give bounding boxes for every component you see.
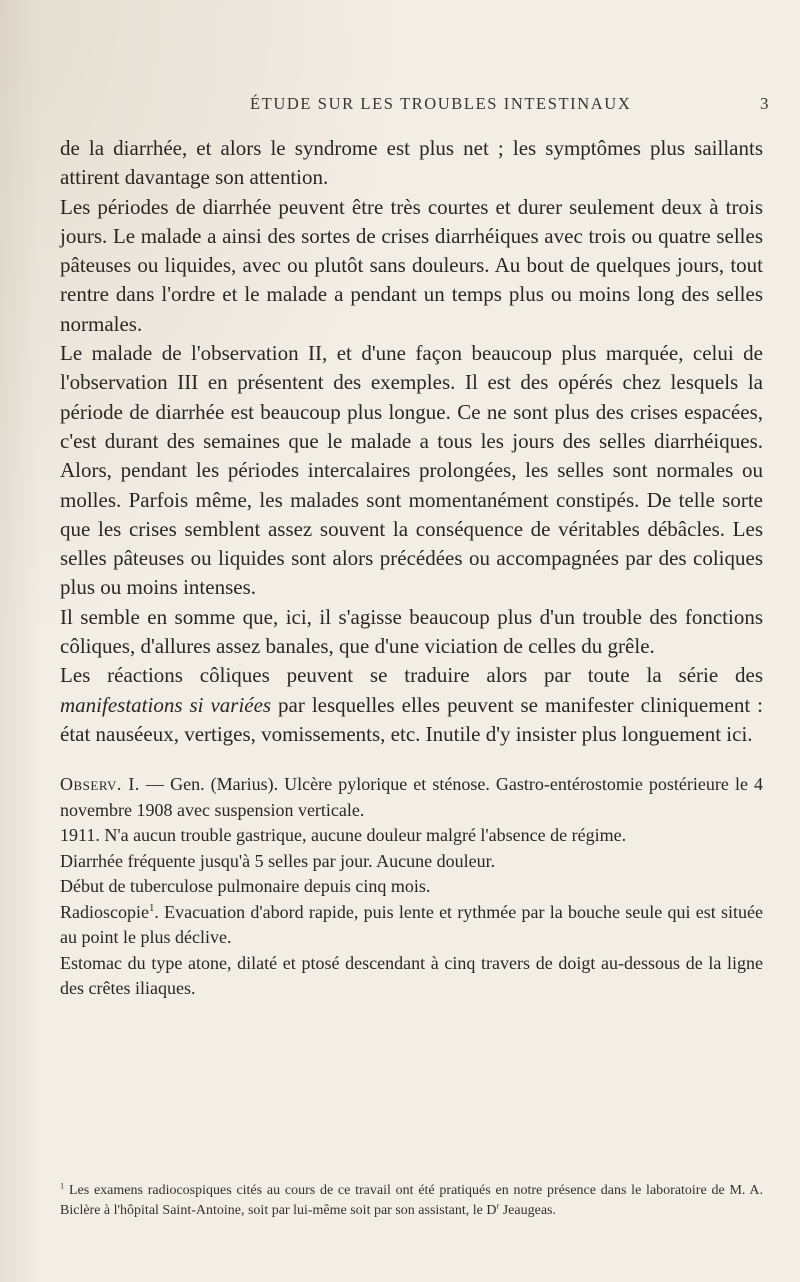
- paragraph-3: Le malade de l'observation II, et d'une façon beaucoup plus marquée, celui de l'observation III en présentent des exemples. Il est des opérés chez lesquels la période de diarrhée est beaucoup plus longue. Ce ne sont plus des crises espacées, c'est durant des semaines que le malade a tous les jours des selles diarrhéiques. Alors, pendant les périodes intercalaires prolongées, les selles sont normales ou molles. Parfois même, les malades sont momentanément constipés. De telle sorte que les crises semblent assez souvent la conséquence de véritables débâcles. Les selles pâteuses ou liquides sont alors précédées ou accompagnées par des coliques plus ou moins intenses.: [60, 341, 763, 600]
- footnote-reference: 1: [148, 901, 155, 914]
- observation-line-1: [60, 772, 763, 823]
- footnote-marker: 1: [60, 1181, 65, 1191]
- paragraph-5-italic: manifestations si variées: [60, 692, 272, 717]
- observation-line-3: Diarrhée fréquente jusqu'à 5 selles par jour. Aucune douleur.: [60, 850, 496, 871]
- main-text: [60, 134, 763, 749]
- footnote-doctor-sup: r: [496, 1201, 500, 1211]
- footnote-body: Les examens radiocospiques cités au cours de ce travail ont été pratiqués en notre présence dans le laboratoire de M. A. Biclère à l'hôpital Saint-Antoine, soit par lui-même soit par son assistant, le D: [60, 1183, 763, 1218]
- footnote-end: Jeaugeas.: [499, 1203, 556, 1218]
- observation-block: [60, 772, 763, 1002]
- running-title: ÉTUDE SUR LES TROUBLES INTESTINAUX: [250, 94, 632, 113]
- radioscopie-text: . Evacuation d'abord rapide, puis lente et rythmée par la bouche seule qui est située au point le plus déclive.: [60, 901, 763, 947]
- paragraph-2: Les périodes de diarrhée peuvent être très courtes et durer seulement deux à trois jours. Le malade a ainsi des sortes de crises diarrhéiques avec trois ou quatre selles pâteuses ou liquides, avec ou plutôt sans douleurs. Au bout de quelques jours, tout rentre dans l'ordre et le malade a pendant un temps plus ou moins long des selles normales.: [60, 194, 763, 336]
- page-number: 3: [760, 94, 769, 113]
- paragraph-5: [60, 661, 763, 749]
- radioscopie-word: Radioscopie: [60, 901, 149, 922]
- paragraph-5-start: Les réactions côliques peuvent se traduire alors par toute la série des: [60, 663, 763, 688]
- observation-line-2: 1911. N'a aucun trouble gastrique, aucune douleur malgré l'absence de régime.: [60, 825, 627, 845]
- observation-line-5: [60, 900, 763, 951]
- footnote-text: [60, 1181, 763, 1221]
- page-header: [0, 94, 800, 124]
- footnote: [60, 1181, 763, 1221]
- paragraph-4: Il semble en somme que, ici, il s'agisse beaucoup plus d'un trouble des fonctions côliques, d'allures assez banales, que d'une viciation de celles du grêle.: [60, 604, 763, 659]
- paragraph-5-end: par lesquelles elles peuvent se manifester cliniquement : état nauséeux, vertiges, vomissements, etc. Inutile d'y insister plus longuement ici.: [60, 692, 764, 746]
- paragraph-1: de la diarrhée, et alors le syndrome est plus net ; les symptômes plus saillants attirent davantage son attention.: [60, 136, 763, 190]
- observation-intro: — Gen. (Marius). Ulcère pylorique et sténose. Gastro-entérostomie postérieure le 4 novembre 1908 avec suspension verticale.: [60, 774, 764, 820]
- observation-label: Observ. I.: [60, 774, 140, 794]
- observation-line-4: Début de tuberculose pulmonaire depuis cinq mois.: [60, 876, 431, 896]
- observation-line-6: Estomac du type atone, dilaté et ptosé descendant à cinq travers de doigt au-dessous de la ligne des crêtes iliaques.: [60, 952, 763, 998]
